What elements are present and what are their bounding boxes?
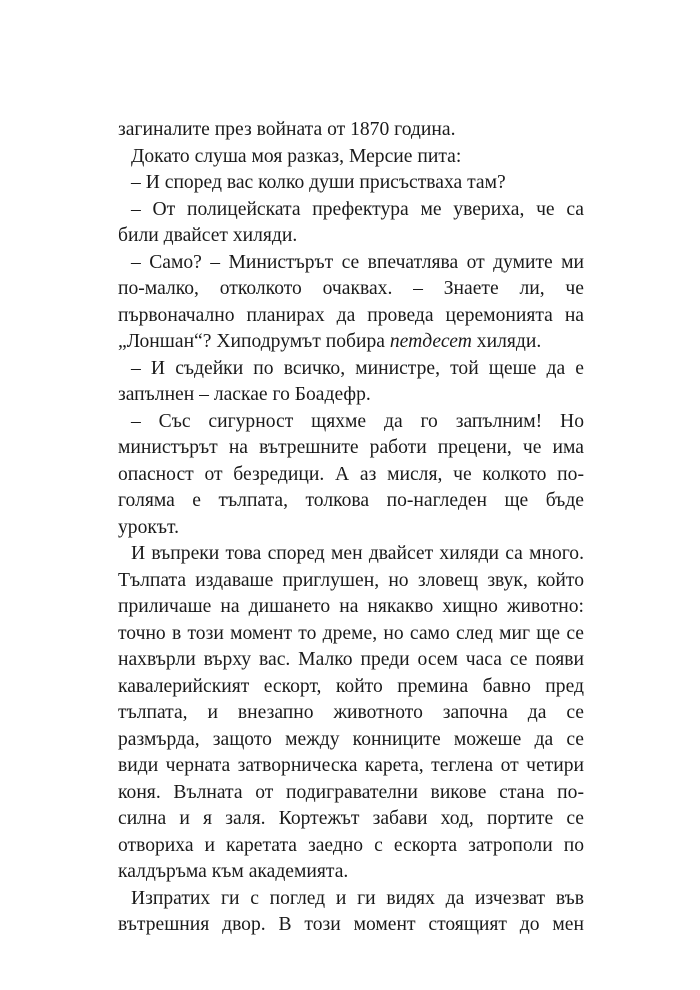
text-line: – От полицейската префектура ме увериха, че са	[131, 198, 584, 220]
emphasis-text: петдесет	[389, 331, 472, 352]
book-page	[118, 117, 584, 939]
text-line: по-малко, отколкото очаквах. – Знаете ли, че	[118, 278, 584, 299]
text-line: коня. Вълната от подигравателни викове стана по-	[118, 781, 584, 803]
text-line: И въпреки това според мен двайсет хиляди са много.	[131, 543, 584, 564]
text-line: – Със сигурност щяхме да го запълним! Но	[131, 410, 584, 432]
text-line: загиналите през войната от 1870 година.	[118, 119, 456, 140]
text-line: опасност от безредици. А аз мисля, че колкото по-	[118, 463, 584, 485]
text-line: били двайсет хиляди.	[118, 225, 298, 246]
text-fragment: „Лоншан“? Хиподрумът побира	[118, 331, 390, 352]
text-line: Докато слуша моя разказ, Мерсие пита:	[131, 145, 462, 167]
text-line: запълнен – ласкае го Боадефр.	[118, 384, 371, 405]
text-line: силна и я заля. Кортежът забави ход, портите се	[118, 808, 584, 829]
text-line: тълпата, и внезапно животното започна да се	[118, 702, 584, 723]
text-line: – Само? – Министърът се впечатлява от думите ми	[131, 251, 584, 273]
text-line: – И съдейки по всичко, министре, той щеше да е	[131, 357, 584, 379]
text-line: размърда, защото между конниците можеше да се	[118, 728, 584, 750]
text-line: кавалерийският ескорт, който премина бавно пред	[118, 675, 584, 697]
text-line: – И според вас колко души присъстваха там?	[131, 172, 506, 193]
text-line: отвориха и каретата заедно с ескорта затрополи по	[118, 834, 584, 856]
text-line: Изпратих ги с поглед и ги видях да изчезват във	[131, 887, 584, 909]
text-line: вътрешния двор. В този момент стоящият до мен	[118, 914, 584, 935]
text-line: голяма е тълпата, толкова по-нагледен ще бъде	[118, 490, 584, 511]
text-line: Тълпата издаваше приглушен, но зловещ звук, който	[118, 569, 584, 591]
text-line: първоначално планирах да проведа церемонията на	[118, 304, 584, 326]
text-line: точно в този момент то дреме, но само след миг ще се	[118, 622, 584, 644]
text-fragment: хиляди.	[471, 331, 542, 352]
text-line	[118, 329, 584, 356]
text-line: види черната затворническа карета, теглена от четири	[118, 755, 584, 776]
text-line: министърът на вътрешните работи прецени, че има	[118, 437, 584, 458]
text-line: урокът.	[118, 516, 180, 538]
text-line: нахвърли върху вас. Малко преди осем часа се появи	[118, 649, 584, 670]
text-line: приличаше на дишането на някакво хищно животно:	[118, 596, 584, 617]
text-line: калдъръма към академията.	[118, 861, 349, 882]
